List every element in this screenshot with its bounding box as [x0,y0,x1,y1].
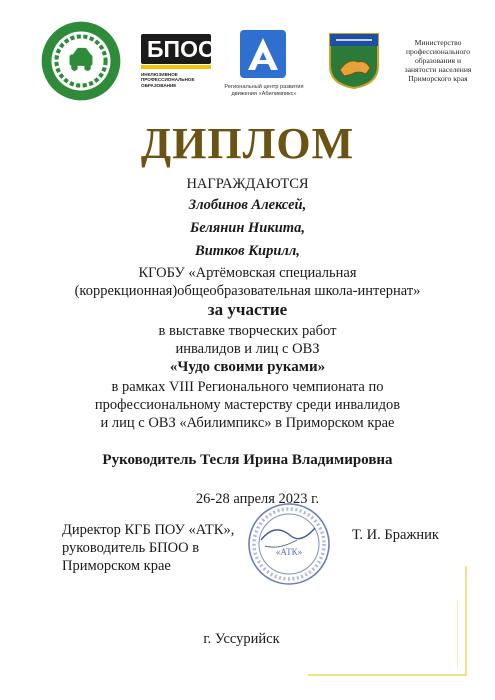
school-line: (коррекционная)общеобразовательная школа-интернат» [74,283,421,299]
abilympics-caption: Региональный центр развития движения «Абилимпикс» [224,84,304,97]
frame-line-bottom [308,674,467,676]
primorsky-crest-icon [328,32,380,90]
ministry-caption: Министерство профессионального образования и занятости населения Приморского края [404,38,472,83]
school-line: КГОБУ «Артёмовская специальная [138,265,357,281]
director-block: Директор КГБ ПОУ «АТК», руководитель БПОО в Приморском крае [62,522,235,574]
awardee-name: Белянин Никита, [190,220,305,236]
exhibition-line: в выставке творческих работ [158,323,337,339]
college-emblem-icon [40,20,122,102]
bpoo-subtitle: ИНКЛЮЗИВНОЕ ПРОФЕССИОНАЛЬНОЕ ОБРАЗОВАНИЕ [141,72,195,88]
city: г. Уссурийск [203,631,280,647]
awardee-name: Витков Кирилл, [195,243,300,259]
frame-line-right [465,566,467,676]
championship-line: и лиц с ОВЗ «Абилимпикс» в Приморском крае [100,415,395,431]
bpoo-logo-text: БПОО [147,36,216,62]
diploma-title: ДИПЛОМ [140,119,355,168]
championship-line: профессиональному мастерству среди инвалидов [94,397,401,413]
awardee-name: Злобинов Алексей, [188,197,307,213]
exhibition-name: «Чудо своими руками» [169,359,326,375]
awarded-label: НАГРАЖДАЮТСЯ [186,176,309,192]
supervisor-line: Руководитель Тесля Ирина Владимировна [102,452,393,468]
bpoo-logo [141,34,216,96]
abilympics-logo-icon [240,30,286,78]
exhibition-line: инвалидов и лиц с ОВЗ [175,341,320,357]
signatory-name: Т. И. Бражник [352,527,439,543]
participation-heading: за участие [207,300,288,319]
event-dates: 26-28 апреля 2023 г. [195,491,320,507]
stamp-text: «АТК» [275,547,303,557]
championship-line: в рамках VIII Регионального чемпионата по [111,379,384,395]
